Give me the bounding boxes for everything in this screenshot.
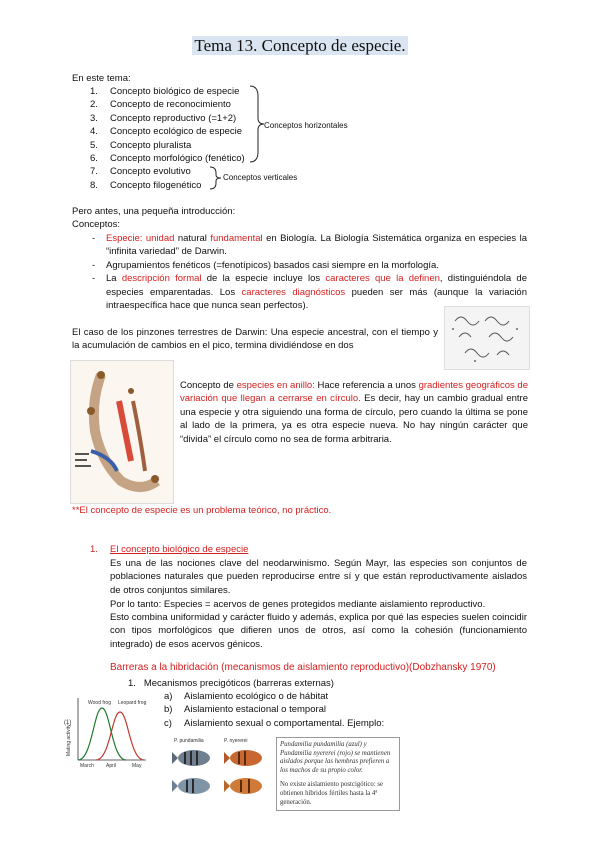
barriers-heading: Barreras a la hibridación (mecanismos de aislamiento reproductivo)(Dobzhansky 1970) bbox=[110, 662, 496, 673]
legend-wood: Wood frog bbox=[88, 700, 111, 706]
intro-text: En este tema: bbox=[72, 73, 131, 84]
finch-divergence-figure bbox=[444, 306, 530, 370]
page-title bbox=[0, 36, 600, 56]
brace-label-horizontal: Conceptos horizontales bbox=[264, 121, 348, 130]
mating-activity-chart bbox=[62, 694, 150, 770]
theory-note: **El concepto de especie es un problema teórico, no práctico. bbox=[72, 505, 332, 516]
pre-intro: Pero antes, una pequeña introducción: bbox=[72, 206, 236, 217]
list-item: c) Aislamiento sexual o comportamental. Ejemplo: bbox=[164, 717, 385, 729]
list-item: 3. Concepto reproductivo (=1+2) bbox=[90, 112, 237, 124]
ring-species-map bbox=[70, 360, 174, 504]
finch-divergence-diagram bbox=[445, 307, 529, 369]
concepts-heading: Conceptos: bbox=[72, 219, 121, 230]
list-item: 8. Concepto filogenético bbox=[90, 179, 202, 191]
list-item: 6. Concepto morfológico (fenético) bbox=[90, 153, 245, 165]
sub-items-list bbox=[164, 690, 414, 730]
list-item: 5. Concepto pluralista bbox=[90, 139, 192, 151]
page-title-text: Tema 13. Concepto de especie. bbox=[194, 36, 406, 55]
section-number: 1. bbox=[90, 544, 98, 555]
list-item: 4. Concepto ecológico de especie bbox=[90, 126, 243, 138]
list-item: - Agrupamientos fenéticos (=fenotípicos) basados casi siempre en la morfología. bbox=[90, 259, 527, 272]
list-item: - La descripción formal de la especie incluye los caracteres que la definen, distinguiéndola de especies emparentadas. Los caracteres diagnósticos pueden ser más (aunque la variación intraespecífica hace que nunca sean perfectos). bbox=[90, 272, 527, 312]
graph-ylabel: Mating activity bbox=[66, 724, 72, 756]
fish-label-left: P. pundamilia bbox=[174, 738, 204, 744]
precigotic-item: 1. Mecanismos precigóticos (barreras externas) bbox=[128, 678, 334, 689]
section-heading: El concepto biológico de especie bbox=[110, 544, 249, 555]
legend-leopard: Leopard frog bbox=[118, 700, 147, 706]
cichlid-fish-figure bbox=[172, 736, 272, 810]
cichlid-fish-drawing bbox=[172, 736, 272, 810]
ring-species-map-drawing bbox=[71, 361, 173, 503]
leopard-frog-curve bbox=[96, 712, 144, 760]
list-item: a) Aislamiento ecológico o de hábitat bbox=[164, 691, 329, 702]
vertical-brace bbox=[208, 165, 224, 191]
fish-label-right: P. nyererei bbox=[224, 738, 248, 744]
brace-label-vertical: Conceptos verticales bbox=[223, 173, 298, 182]
section-paragraph-1: Es una de las nociones clave del neodarwinismo. Según Mayr, las especies son conjuntos de poblaciones naturales que pueden reproducirse entre sí y que están reproductivamente aislados de otros conjuntos similares. bbox=[110, 558, 527, 596]
fish-caption-box bbox=[276, 737, 400, 811]
fish-caption-p2: No existe aislamiento postcigótico: se obtienen híbridos fértiles hasta la 4ª generación. bbox=[280, 781, 384, 806]
x-tick-label: April bbox=[106, 763, 117, 769]
x-tick-label: March bbox=[80, 763, 94, 769]
ring-species-text: Concepto de especies en anillo: Hace referencia a unos gradientes geográficos de variación que llegan a cerrarse en círculo. Es decir, hay un cambio gradual entre una especie y otra siguiendo una forma de círculo, pero cuando la última se pone al lado de la primera, ya es otra especie nueva. No hay ningún carácter que “divida” el círculo como no sea de forma arbitraria. bbox=[180, 380, 529, 445]
list-item: 7. Concepto evolutivo bbox=[90, 166, 191, 178]
concepts-list bbox=[90, 232, 527, 312]
wood-frog-curve bbox=[78, 708, 126, 760]
list-item: - Especie: unidad natural fundamental en Biología. La Biología Sistemática organiza en especies la “infinita variedad” de Darwin. bbox=[90, 232, 527, 259]
graph-mark: (1) bbox=[64, 720, 72, 726]
x-tick-label: May bbox=[132, 763, 142, 769]
list-item: b) Aislamiento estacional o temporal bbox=[164, 704, 327, 716]
list-item: 2. Concepto de reconocimiento bbox=[90, 99, 231, 111]
darwin-finch-text: El caso de los pinzones terrestres de Darwin: Una especie ancestral, con el tiempo y la acumulación de cambios en el pico, termina dividiéndose en dos bbox=[72, 327, 438, 352]
section-paragraph-2: Por lo tanto: Especies = acervos de genes protegidos mediante aislamiento reproductivo. bbox=[110, 599, 486, 610]
section-paragraph-3: Esto combina uniformidad y carácter fluido y además, explica por qué las especies suelen coincidir con tipos morfológicos que difieren unos de otros, así como la cohesión (funcionamiento integrado) de esos acervos génicos. bbox=[110, 612, 527, 650]
fish-caption-p1: Pundamilia pundamilia (azul) y Pundamilia nyererei (rojo) se mantienen aislados porque las hembras prefieren a los machos de su propio color. bbox=[280, 741, 391, 774]
mating-activity-graph bbox=[62, 694, 150, 770]
list-item: 1. Concepto biológico de especie bbox=[90, 86, 240, 97]
